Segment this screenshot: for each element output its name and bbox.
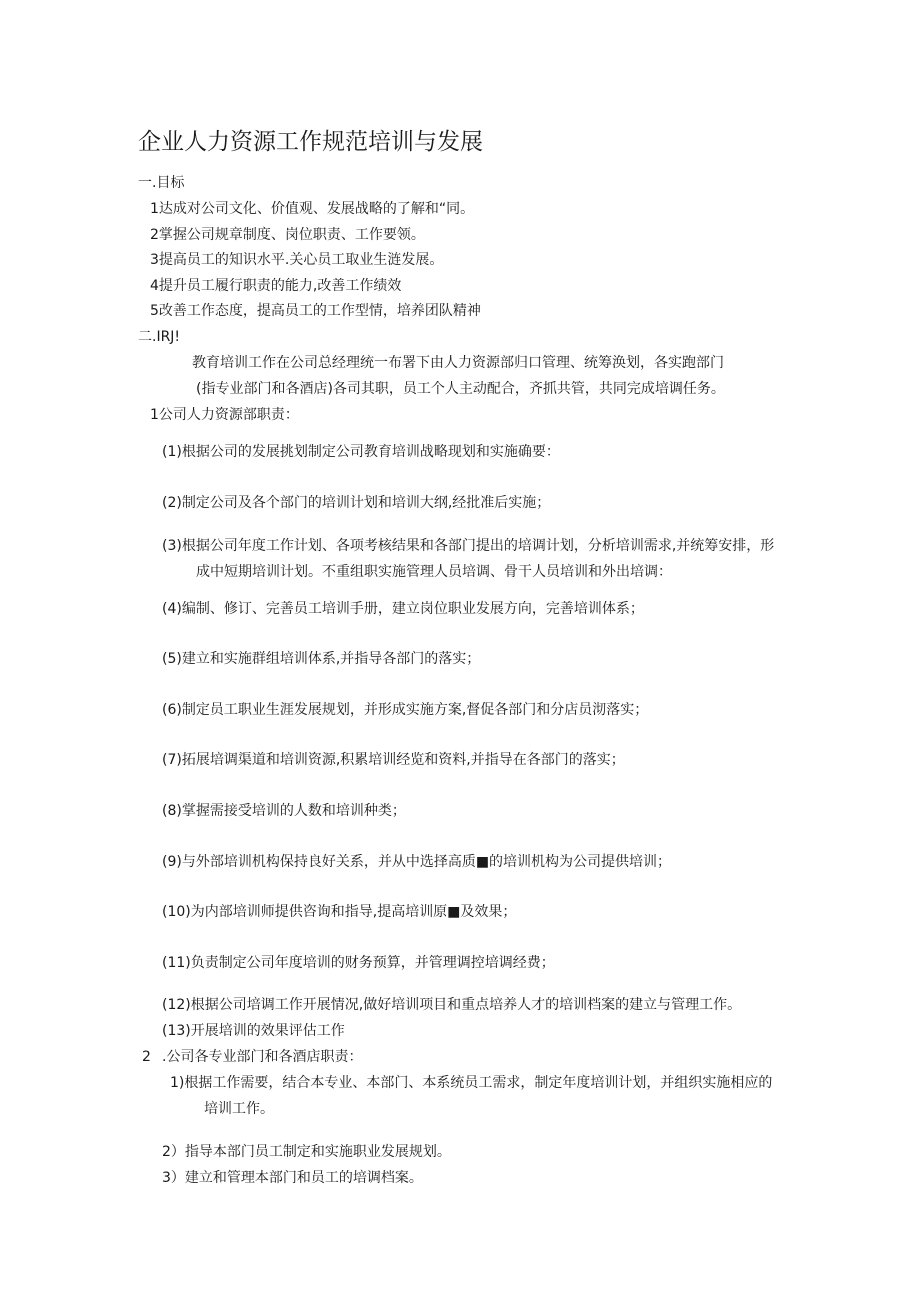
goal-item-2: 2掌握公司规章制度、岗位职责、工作要领。: [150, 227, 425, 243]
hr-duty-2: (2)制定公司及各个部门的培训计划和培训大纲,经批准后实施；: [162, 495, 551, 511]
section2-heading: 二.IRJ!: [138, 329, 181, 345]
document-title: 企业人力资源工作规范培训与发展: [138, 129, 483, 155]
dept-duty-1-continued: 培训工作。: [204, 1101, 274, 1117]
hr-duty-11: (11)负责制定公司年度培训的财务预算，并管理调控培调经费；: [162, 955, 555, 971]
section2-intro-line2: (指专业部门和各酒店)各司其职，员工个人主动配合，齐抓共管，共同完成培调任务。: [196, 381, 725, 397]
hr-duty-10: (10)为内部培训师提供咨询和指导,提高培训原■及效果；: [162, 904, 517, 920]
goal-item-3: 3提高员工的知识水平.关心员工取业生涟发展。: [150, 252, 444, 268]
section1-heading: 一.目标: [138, 175, 185, 191]
hr-duty-9: (9)与外部培训机构保持良好关系，并从中选择高质■的培训机构为公司提供培训；: [162, 854, 672, 870]
goal-item-5: 5改善工作态度，提高员工的工作型情，培养团队精神: [150, 303, 481, 319]
section2-intro-line1: 教育培训工作在公司总经理统一布署下由人力资源部归口管理、统筹涣划，各实跑部门: [192, 355, 724, 371]
goal-item-4: 4提升员工履行职责的能力,改善工作绩效: [150, 278, 402, 294]
goal-item-1: 1达成对公司文化、价值观、发展战略的了解和“同。: [150, 201, 475, 217]
hr-duties-heading: 1公司人力资源部职责：: [150, 407, 299, 423]
hr-duty-13: (13)开展培训的效果评估工作: [162, 1023, 345, 1039]
hr-duty-5: (5)建立和实施群组培训体系,并指导各部门的落实；: [162, 651, 481, 667]
hr-duty-12: (12)根据公司培调工作开展情况,做好培训项目和重点培养人才的培训档案的建立与管理工作。: [162, 997, 742, 1013]
hr-duty-3-continued: 成中短期培训计划。不重组职实施管理人员培调、骨干人员培训和外出培调：: [196, 564, 672, 580]
hr-duty-4: (4)编制、修订、完善员工培训手册，建立岗位职业发展方向，完善培训体系；: [162, 601, 644, 617]
hr-duty-7: (7)拓展培调渠道和培训资源,积累培训经览和资料,并指导在各部门的落实；: [162, 752, 625, 768]
hr-duty-3: (3)根据公司年度工作计划、各项考核结果和各部门提出的培调计划，分析培训需求,并统筹安排，形: [162, 538, 775, 554]
dept-duty-1: 1)根据工作需要，结合本专业、本部门、本系统员工需求，制定年度培训计划，并组织实施相应的: [170, 1075, 773, 1091]
hr-duty-8: (8)掌握需接受培训的人数和培训种类；: [162, 803, 406, 819]
dept-duty-2: 2）指导本部门员工制定和实施职业发展规划。: [162, 1144, 451, 1160]
dept-duty-3: 3）建立和管理本部门和员工的培调档案。: [162, 1170, 423, 1186]
dept-duties-number: 2: [142, 1049, 151, 1065]
hr-duty-1: (1)根据公司的发展挑划制定公司教育培训战略现划和实施确要：: [162, 444, 560, 460]
dept-duties-heading: .公司各专业部门和各酒店职责：: [162, 1049, 363, 1065]
hr-duty-6: (6)制定员工职业生涯发展规划，并形成实施方案,督促各部门和分店员沏落实；: [162, 702, 649, 718]
